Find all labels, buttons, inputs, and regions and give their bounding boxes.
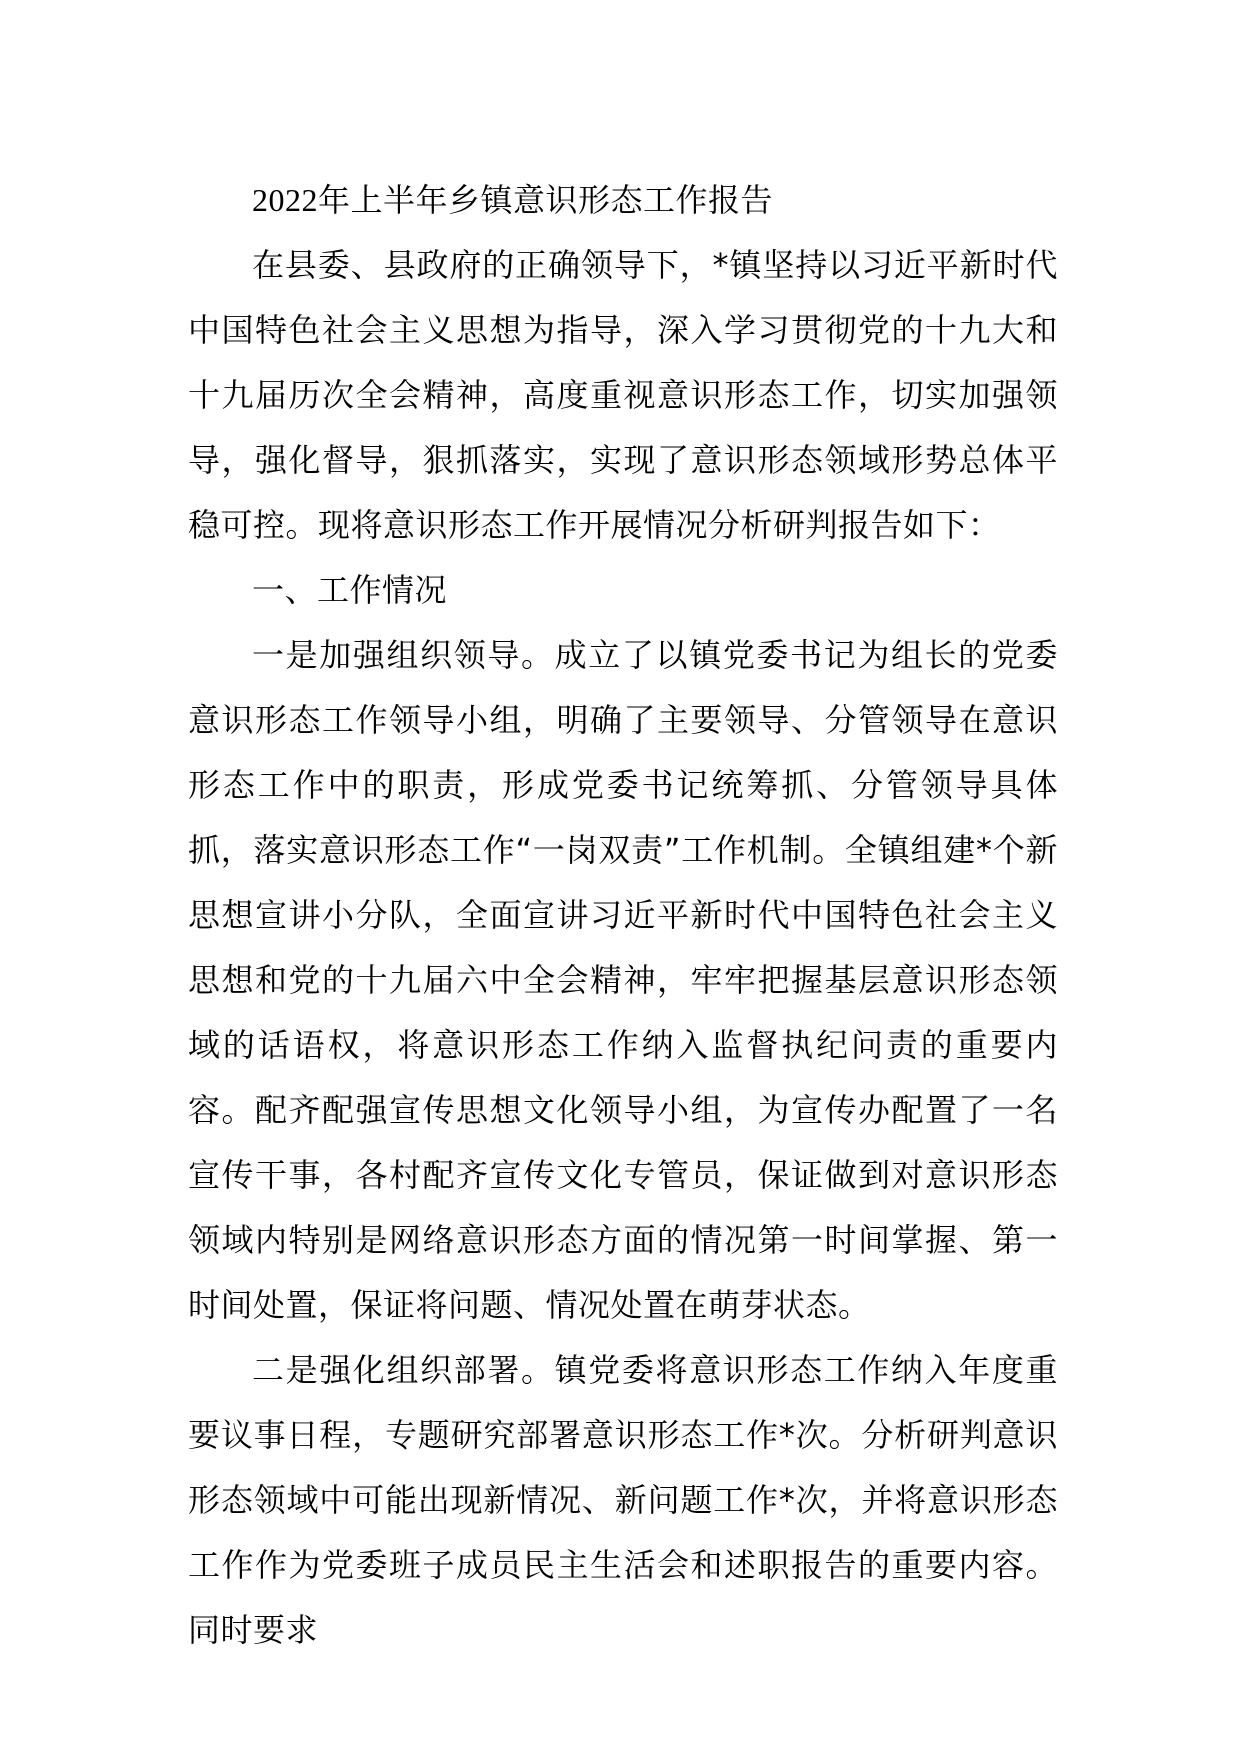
- document-title: 2022年上半年乡镇意识形态工作报告: [252, 182, 774, 218]
- paragraph-intro: 在县委、县政府的正确领导下，*镇坚持以习近平新时代中国特色社会主义思想为指导，深入学习贯彻党的十九大和十九届历次全会精神，高度重视意识形态工作，切实加强领导，强化督导，狠抓落实，实现了意识形态领域形势总体平稳可控。现将意识形态工作开展情况分析研判报告如下：: [188, 246, 1058, 544]
- document-body: [188, 168, 1058, 1663]
- section-heading-work-situation: 一、工作情况: [252, 571, 448, 609]
- paragraph-organization-deployment: 二是强化组织部署。镇党委将意识形态工作纳入年度重要议事日程，专题研究部署意识形态工作*次。分析研判意识形态领域中可能出现新情况、新问题工作*次，并将意识形态工作作为党委班子成员民主生活会和述职报告的重要内容。同时要求: [188, 1351, 1058, 1649]
- paragraph-organization-leadership: 一是加强组织领导。成立了以镇党委书记为组长的党委意识形态工作领导小组，明确了主要领导、分管领导在意识形态工作中的职责，形成党委书记统筹抓、分管领导具体抓，落实意识形态工作“一岗双责”工作机制。全镇组建*个新思想宣讲小分队，全面宣讲习近平新时代中国特色社会主义思想和党的十九届六中全会精神，牢牢把握基层意识形态领域的话语权，将意识形态工作纳入监督执纪问责的重要内容。配齐配强宣传思想文化领导小组，为宣传办配置了一名宣传干事，各村配齐宣传文化专管员，保证做到对意识形态领域内特别是网络意识形态方面的情况第一时间掌握、第一时间处置，保证将问题、情况处置在萌芽状态。: [188, 636, 1058, 1324]
